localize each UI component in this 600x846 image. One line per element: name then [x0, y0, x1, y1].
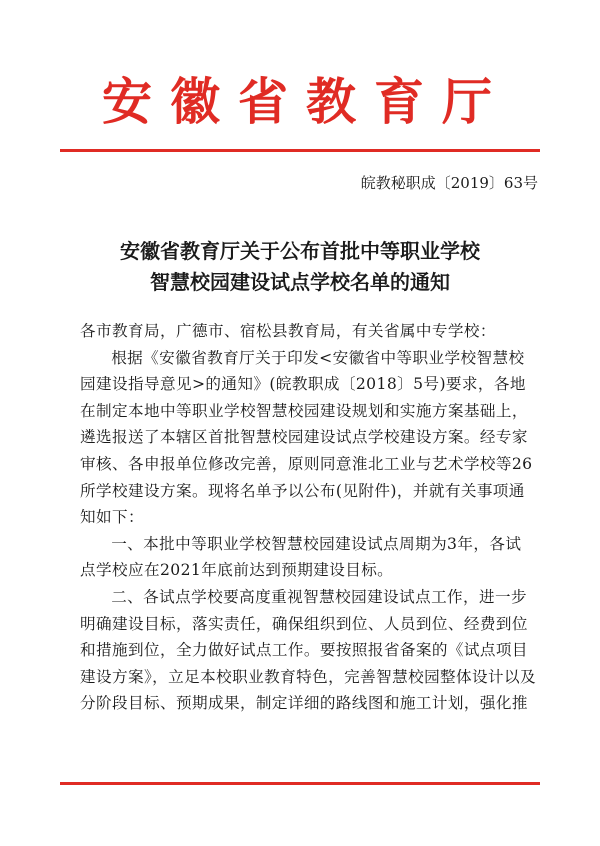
- paragraph-line: 所学校建设方案。现将名单予以公布(见附件)，并就有关事项通: [80, 481, 525, 500]
- paragraph-2: [80, 531, 528, 584]
- paragraph-line: 二、各试点学校要高度重视智慧校园建设试点工作，进一步: [111, 587, 528, 606]
- paragraph-line: 分阶段目标、预期成果，制定详细的路线图和施工计划，强化推: [80, 694, 528, 713]
- paragraph-line: 建设方案》，立足本校职业教育特色，完善智慧校园整体设计以及: [80, 667, 537, 686]
- paragraph-line: 明确建设目标，落实责任，确保组织到位、人员到位、经费到位: [80, 614, 528, 633]
- title-line-1: 安徽省教育厅关于公布首批中等职业学校: [120, 239, 480, 263]
- paragraph-line: 一、本批中等职业学校智慧校园建设试点周期为3年，各试: [111, 534, 522, 553]
- paragraph-line: 知如下：: [80, 508, 144, 527]
- paragraph-line: 在制定本地中等职业学校智慧校园建设规划和实施方案基础上，: [80, 401, 528, 420]
- masthead-red-rule: [60, 149, 540, 152]
- paragraph-1: [80, 345, 533, 531]
- title-line-2: 智慧校园建设试点学校名单的通知: [150, 270, 450, 294]
- paragraph-3: [80, 584, 537, 717]
- paragraph-line: 和措施到位，全力做好试点工作。要按照报省备案的《试点项目: [80, 641, 528, 660]
- document-number: 皖教秘职成〔2019〕63号: [360, 174, 538, 192]
- document-body: [80, 318, 537, 717]
- salutation: 各市教育局，广德市、宿松县教育局，有关省属中专学校：: [80, 322, 496, 340]
- paragraph-line: 园建设指导意见>的通知》(皖教职成〔2018〕5号)要求，各地: [80, 375, 526, 394]
- paragraph-line: 遴选报送了本辖区首批智慧校园建设试点学校建设方案。经专家: [80, 428, 528, 447]
- paragraph-line: 点学校应在2021年底前达到预期建设目标。: [80, 561, 394, 580]
- paragraph-line: 根据《安徽省教育厅关于印发<安徽省中等职业学校智慧校: [111, 348, 525, 367]
- agency-masthead: 安徽省教育厅: [102, 73, 510, 131]
- document-title: [60, 236, 540, 298]
- footer-red-rule: [60, 782, 540, 785]
- paragraph-line: 审核、各申报单位修改完善，原则同意淮北工业与艺术学校等26: [80, 454, 533, 473]
